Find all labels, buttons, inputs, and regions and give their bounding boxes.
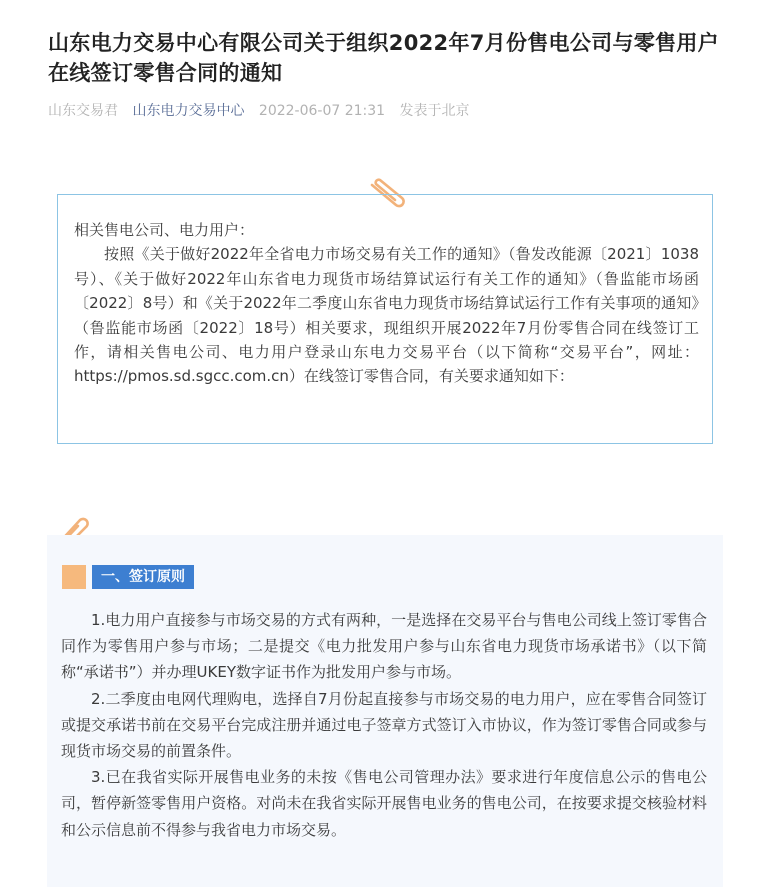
section-body (61, 607, 707, 843)
section-heading-label: 一、签订原则 (92, 565, 194, 589)
account-link[interactable]: 山东电力交易中心 (132, 103, 245, 119)
principle-paragraph-1: 1.电力用户直接参与市场交易的方式有两种，一是选择在交易平台与售电公司线上签订零售合同作为零售用户参与市场；二是提交《电力批发用户参与山东省电力现货市场承诺书》（以下简称“承诺书”）并办理UKEY数字证书作为批发用户参与市场。 (61, 611, 707, 682)
article-title: 山东电力交易中心有限公司关于组织2022年7月份售电公司与零售用户在线签订零售合同的通知 (48, 31, 719, 85)
salutation: 相关售电公司、电力用户： (74, 221, 255, 239)
intro-paragraph: 按照《关于做好2022年全省电力市场交易有关工作的通知》（鲁发改能源〔2021〕1038号）、《关于做好2022年山东省电力现货市场结算试运行有关工作的通知》（鲁监能市场函〔2022〕8号）和《关于2022年二季度山东省电力现货市场结算试运行工作有关事项的通知》（鲁监能市场函〔2022〕18号）相关要求，现组织开展2022年7月份零售合同在线签订工作，请相关售电公司、电力用户登录山东电力交易平台（以下简称“交易平台”，网址：https://pmos.sd.sgcc.com.cn）在线签订零售合同，有关要求通知如下： (74, 245, 699, 386)
publish-datetime: 2022-06-07 21:31 (258, 103, 386, 119)
publish-location: 发表于北京 (399, 103, 470, 119)
heading-square-icon (62, 565, 86, 589)
intro-text (74, 218, 699, 389)
principle-paragraph-3: 3.已在我省实际开展售电业务的未按《售电公司管理办法》要求进行年度信息公示的售电公司，暂停新签零售用户资格。对尚未在我省实际开展售电业务的售电公司，在按要求提交核验材料和公示信息前不得参与我省电力市场交易。 (61, 768, 707, 839)
section-signing-principles (47, 535, 723, 887)
intro-box (57, 194, 713, 444)
author-name: 山东交易君 (48, 103, 118, 119)
principle-paragraph-2: 2.二季度由电网代理购电，选择自7月份起直接参与市场交易的电力用户，应在零售合同签订或提交承诺书前在交易平台完成注册并通过电子签章方式签订入市协议，作为签订零售合同或参与现货市场交易的前置条件。 (61, 689, 707, 761)
article-meta (48, 100, 480, 120)
